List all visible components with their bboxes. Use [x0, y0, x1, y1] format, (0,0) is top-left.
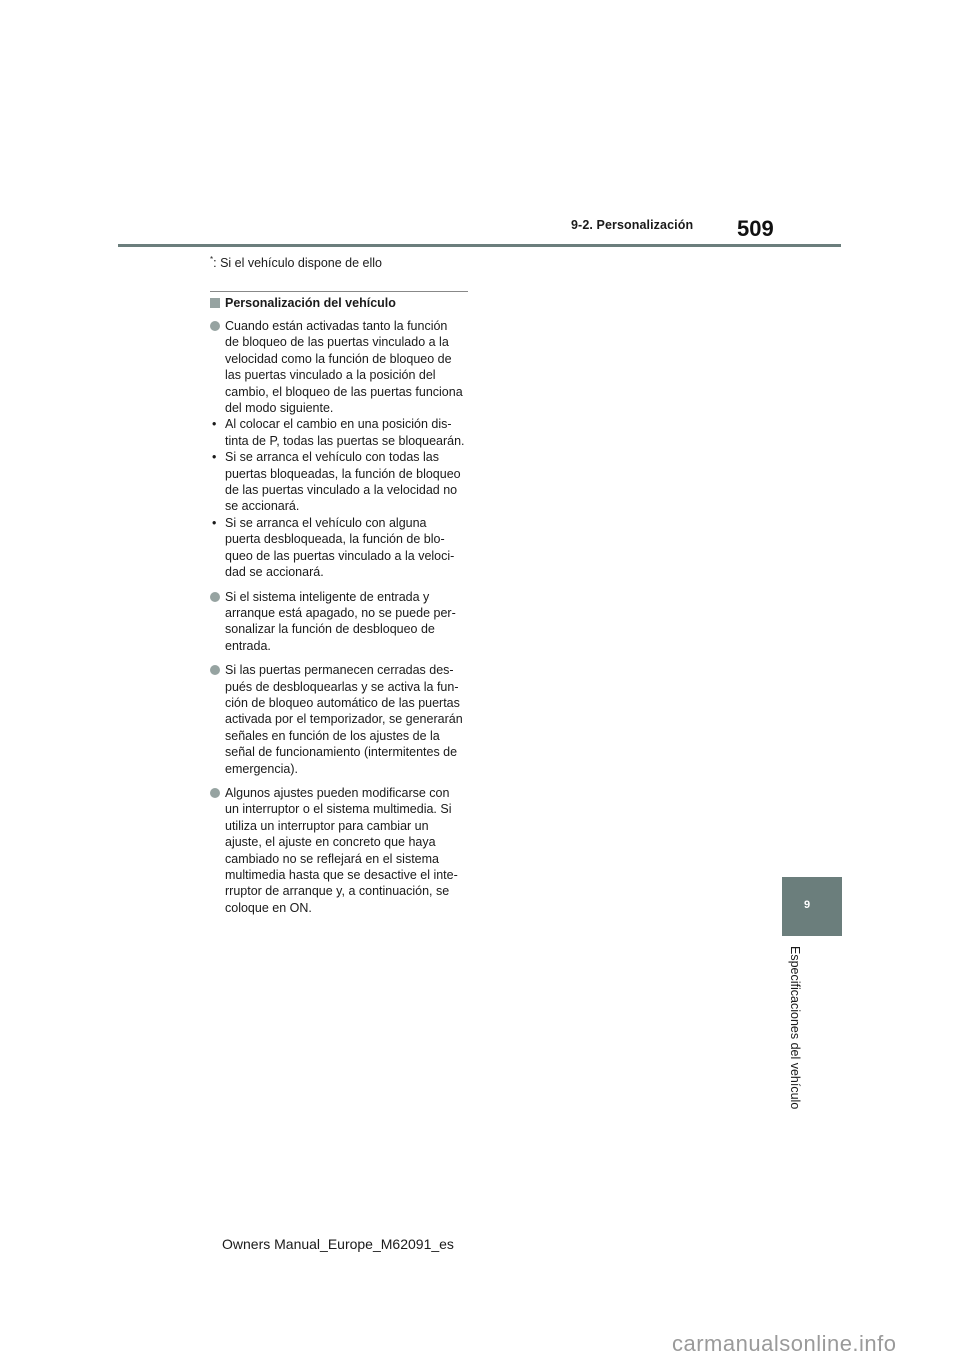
text-line: tinta de P, todas las puertas se bloquearán.	[225, 433, 465, 448]
text-line: Si el sistema inteligente de entrada y	[225, 589, 430, 604]
text-line: multimedia hasta que se desactive el inte-	[225, 868, 458, 882]
text-line: entrada.	[225, 638, 271, 653]
text-line: activada por el temporizador, se generarán	[225, 712, 463, 727]
text-line: utiliza un interruptor para cambiar un	[225, 818, 429, 833]
text-line: arranque está apagado, no se puede per-	[225, 605, 456, 620]
text-line: Cuando están activadas tanto la función	[225, 319, 448, 333]
chapter-label: Especificaciones del vehículo	[788, 946, 802, 1110]
chapter-tab	[782, 877, 842, 936]
text-line: señales en función de los ajustes de la	[225, 728, 440, 743]
circle-bullet-icon	[210, 321, 220, 331]
text-line: las puertas vinculado a la posición del	[225, 368, 436, 383]
text-line: sonalizar la función de desbloqueo de	[225, 622, 435, 637]
footer-document-id: Owners Manual_Europe_M62091_es	[222, 1236, 454, 1252]
circle-bullet-icon	[210, 665, 220, 675]
text-line: ción de bloqueo automático de las puertas	[225, 695, 460, 710]
text-line: emergencia).	[225, 761, 298, 776]
dot-bullet-icon: •	[212, 417, 217, 432]
square-bullet-icon	[210, 298, 220, 308]
text-line: Si se arranca el vehículo con todas las	[225, 450, 440, 465]
paragraph	[210, 589, 472, 655]
sub-list-item	[210, 416, 472, 449]
header-section-title: 9-2. Personalización	[571, 218, 694, 232]
paragraph	[210, 662, 472, 777]
text-line: puerta desbloqueada, la función de blo-	[225, 532, 445, 547]
section-content	[210, 318, 472, 924]
text-line: cambiado no se reflejará en el sistema	[225, 851, 440, 866]
text-line: puertas bloqueadas, la función de bloqueo	[225, 466, 461, 481]
section-divider	[210, 291, 468, 292]
footnote-text: : Si el vehículo dispone de ello	[213, 256, 382, 270]
text-line: de bloqueo de las puertas vinculado a la	[225, 335, 449, 350]
text-line: queo de las puertas vinculado a la veloci-	[225, 548, 455, 563]
text-line: dad se accionará.	[225, 565, 324, 580]
sub-list-item	[210, 515, 472, 581]
sub-list-item	[210, 449, 472, 515]
dot-bullet-icon: •	[212, 450, 217, 465]
circle-bullet-icon	[210, 788, 220, 798]
text-line: Si las puertas permanecen cerradas des-	[225, 663, 454, 678]
text-line: velocidad como la función de bloqueo de	[225, 351, 452, 366]
paragraph	[210, 318, 472, 581]
circle-bullet-icon	[210, 592, 220, 602]
text-line: cambio, el bloqueo de las puertas funciona	[225, 384, 463, 399]
text-line: pués de desbloquearlas y se activa la fun-	[225, 679, 459, 694]
footnote-marker: *	[210, 255, 214, 264]
text-line: señal de funcionamiento (intermitentes de	[225, 745, 458, 760]
text-line: rruptor de arranque y, a continuación, se	[225, 884, 450, 899]
paragraph	[210, 785, 472, 916]
text-line: ajuste, el ajuste en concreto que haya	[225, 835, 436, 850]
text-line: Algunos ajustes pueden modificarse con	[225, 785, 450, 800]
text-line: Si se arranca el vehículo con alguna	[225, 515, 427, 530]
page-number: 509	[737, 216, 774, 241]
section-heading-text: Personalización del vehículo	[225, 296, 396, 310]
chapter-number: 9	[804, 899, 811, 911]
dot-bullet-icon: •	[212, 515, 217, 530]
text-line: coloque en ON.	[225, 900, 312, 915]
text-line: se accionará.	[225, 499, 300, 514]
text-line: un interruptor o el sistema multimedia. Si	[225, 802, 452, 817]
text-line: Al colocar el cambio en una posición dis-	[225, 417, 452, 432]
footnote	[210, 255, 382, 270]
watermark: carmanualsonline.info	[672, 1331, 897, 1356]
text-line: del modo siguiente.	[225, 401, 334, 416]
text-line: de las puertas vinculado a la velocidad no	[225, 483, 458, 498]
section-heading	[210, 296, 396, 310]
header-divider	[118, 244, 841, 247]
